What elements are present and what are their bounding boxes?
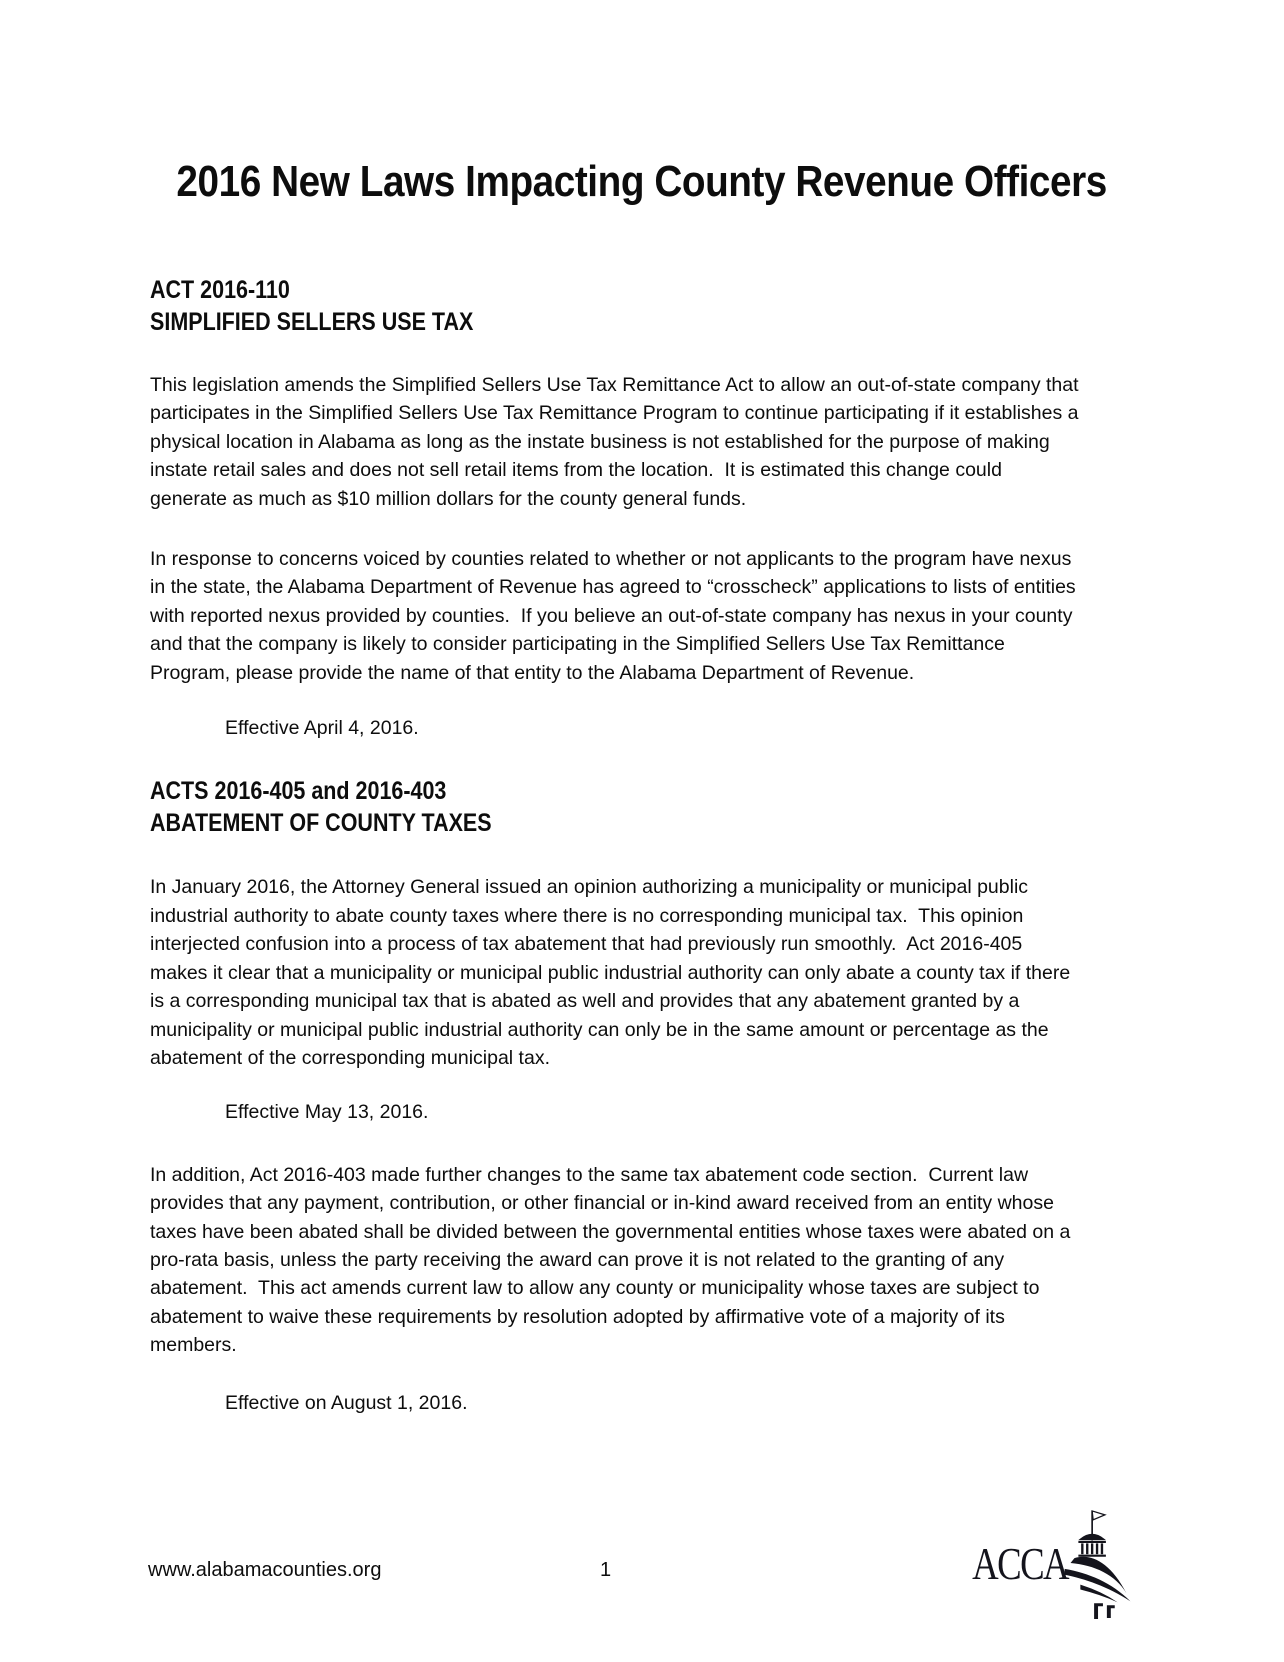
section-heading	[150, 274, 1080, 338]
page-number: 1	[600, 1559, 612, 1581]
paragraph: This legislation amends the Simplified Sellers Use Tax Remittance Act to allow an out-of-state company that participates in the Simplified Sellers Use Tax Remittance Program to continue participating if it establishes a physical location in Alabama as long as the instate business is not established for the purpose of making instate retail sales and does not sell retail items from the location. It is estimated this change could generate as much as $10 million dollars for the county general funds.	[150, 374, 1084, 510]
section-acts-2016-405-403	[150, 775, 1080, 1417]
section-heading	[150, 775, 1080, 839]
effective-date-note: Effective on August 1, 2016.	[225, 1391, 468, 1414]
document-body	[150, 274, 1084, 1417]
effective-date-note: Effective May 13, 2016.	[225, 1101, 429, 1124]
capitol-dome-icon	[1064, 1508, 1136, 1620]
act-number-heading: ACTS 2016-405 and 2016-403	[150, 777, 447, 806]
document-title-text: 2016 New Laws Impacting County Revenue Officers	[176, 157, 1108, 206]
act-number-heading: ACT 2016-110	[150, 276, 290, 304]
document-title	[0, 157, 1284, 206]
paragraph: In response to concerns voiced by counties related to whether or not applicants to the program have nexus in the state, the Alabama Department of Revenue has agreed to “crosscheck” applications to lists of entities with reported nexus provided by counties. If you believe an out-of-state company has nexus in your county and that the company is likely to consider participating in the Simplified Sellers Use Tax Remittance Program, please provide the name of that entity to the Alabama Department of Revenue.	[150, 548, 1082, 684]
footer-website: www.alabamacounties.org	[148, 1559, 382, 1581]
acca-logo-text: ACCA	[972, 1538, 1068, 1589]
paragraph: In January 2016, the Attorney General issued an opinion authorizing a municipality or municipal public industrial authority to abate county taxes where there is no corresponding municipal tax. This opinion interjected confusion into a process of tax abatement that had previously run smoothly. Act 2016-405 makes it clear that a municipality or municipal public industrial authority can only abate a county tax if there is a corresponding municipal tax that is abated as well and provides that any abatement granted by a municipality or municipal public industrial authority can only be in the same amount or percentage as the abatement of the corresponding municipal tax.	[150, 876, 1076, 1069]
act-subject-heading: SIMPLIFIED SELLERS USE TAX	[150, 308, 474, 336]
act-subject-heading: ABATEMENT OF COUNTY TAXES	[150, 809, 492, 838]
effective-date-note: Effective April 4, 2016.	[225, 717, 419, 740]
section-act-2016-110	[150, 274, 1084, 742]
paragraph: In addition, Act 2016-403 made further changes to the same tax abatement code section. Current law provides that any payment, contribution, or other financial or in-kind award received from an entity whose taxes have been abated shall be divided between the governmental entities whose taxes were abated on a pro-rata basis, unless the party receiving the award can prove it is not related to the granting of any abatement. This act amends current law to allow any county or municipality whose taxes are subject to abatement to waive these requirements by resolution adopted by affirmative vote of a majority of its members.	[150, 1163, 1076, 1357]
